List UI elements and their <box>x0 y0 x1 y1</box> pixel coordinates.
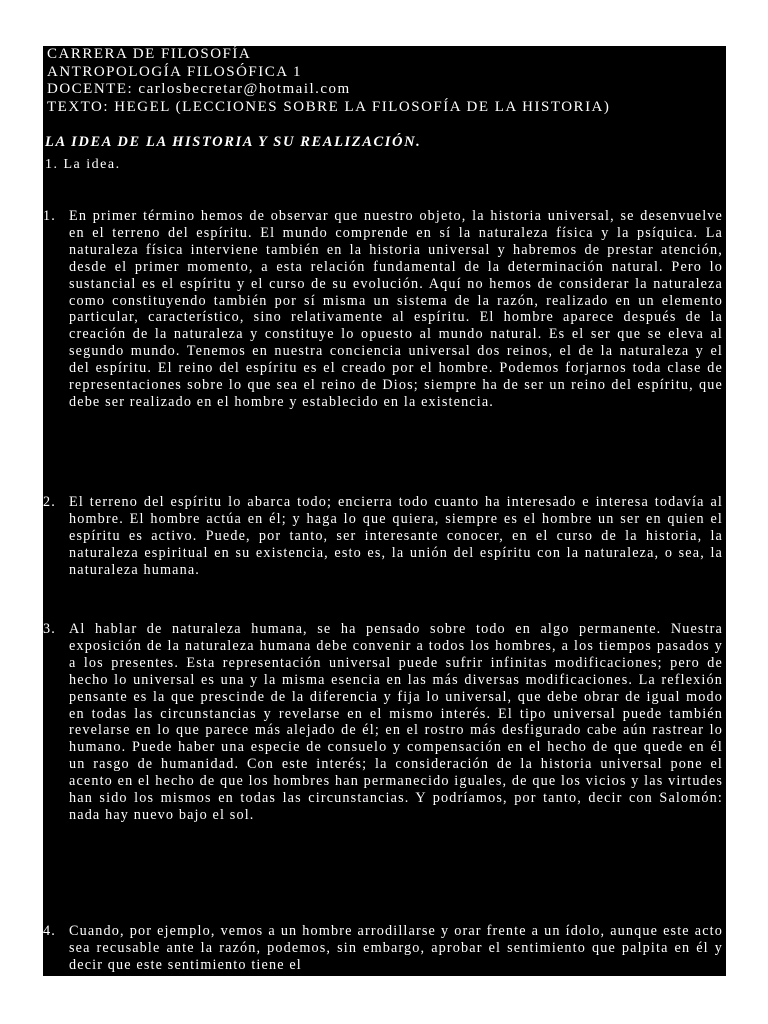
document-page <box>43 46 726 976</box>
paragraph-number: 4. <box>43 923 56 939</box>
paragraph-text: Al hablar de naturaleza humana, se ha pensado sobre todo en algo permanente. Nuestra exposición de la naturaleza humana debe convenir a todos los hombres, a los tiempos pasados y a los presentes. Esta representación universal puede sufrir infinitas modificaciones; pero de hecho lo universal es una y la misma esencia en las más diversas modificaciones. La reflexión pensante es la que prescinde de la diferencia y fija lo universal, que debe obrar de igual modo en todas las circunstancias y revelarse en el mismo interés. El tipo universal puede también revelarse en lo que parece más alejado de él; en el rostro más desfigurado cabe aún rastrear lo humano. Puede haber una especie de consuelo y compensación en el hecho de que quede en él un rasgo de humanidad. Con este interés; la consideración de la historia universal pone el acento en el hecho de que los hombres han permanecido iguales, de que los vicios y las virtudes han sido los mismos en todas las circunstancias. Y podríamos, por tanto, decir con Salomón: nada hay nuevo bajo el sol. <box>69 621 723 823</box>
paragraph-number: 2. <box>43 494 56 510</box>
section-subtitle: 1. La idea. <box>45 157 121 172</box>
paragraph-number: 1. <box>43 208 56 224</box>
header-course: ANTROPOLOGÍA FILOSÓFICA 1 <box>47 63 303 80</box>
header-text-source: TEXTO: HEGEL (LECCIONES SOBRE LA FILOSOFÍA DE LA HISTORIA) <box>47 98 611 115</box>
paragraph-4 <box>43 923 723 974</box>
section-title: LA IDEA DE LA HISTORIA Y SU REALIZACIÓN. <box>45 134 422 150</box>
paragraph-text: El terreno del espíritu lo abarca todo; encierra todo cuanto ha interesado e interesa todavía al hombre. El hombre actúa en él; y haga lo que quiera, siempre es el hombre un ser en quien el espíritu es activo. Puede, por tanto, ser interesante conocer, en el curso de la historia, la naturaleza espiritual en su existencia, esto es, la unión del espíritu con la naturaleza, o sea, la naturaleza humana. <box>69 494 723 578</box>
document-header <box>47 46 610 116</box>
paragraph-text: En primer término hemos de observar que nuestro objeto, la historia universal, se desenvuelve en el terreno del espíritu. El mundo comprende en sí la naturaleza física y la psíquica. La naturaleza física interviene también en la historia universal y habremos de prestar atención, desde el primer momento, a esta relación fundamental de la determinación natural. Pero lo sustancial es el espíritu y el curso de su evolución. Aquí no hemos de considerar la naturaleza como constituyendo también por sí misma un sistema de la razón, realizado en un elemento particular, característico, sino relativamente al espíritu. El hombre aparece después de la creación de la naturaleza y constituye lo opuesto al mundo natural. Es el ser que se eleva al segundo mundo. Tenemos en nuestra conciencia universal dos reinos, el de la naturaleza y el del espíritu. El reino del espíritu es el creado por el hombre. Podemos forjarnos toda clase de representaciones sobre lo que sea el reino de Dios; siempre ha de ser un reino del espíritu, que debe ser realizado en el hombre y establecido en la existencia. <box>69 208 723 410</box>
paragraph-1 <box>43 208 723 411</box>
header-career: CARRERA DE FILOSOFÍA <box>47 46 252 62</box>
header-teacher: DOCENTE: carlosbecretar@hotmail.com <box>47 81 351 97</box>
paragraph-3 <box>43 621 723 824</box>
paragraph-number: 3. <box>43 621 56 637</box>
paragraph-text: Cuando, por ejemplo, vemos a un hombre arrodillarse y orar frente a un ídolo, aunque este acto sea recusable ante la razón, podemos, sin embargo, aprobar el sentimiento que palpita en él y decir que este sentimiento tiene el <box>69 923 723 973</box>
paragraph-2 <box>43 494 723 579</box>
